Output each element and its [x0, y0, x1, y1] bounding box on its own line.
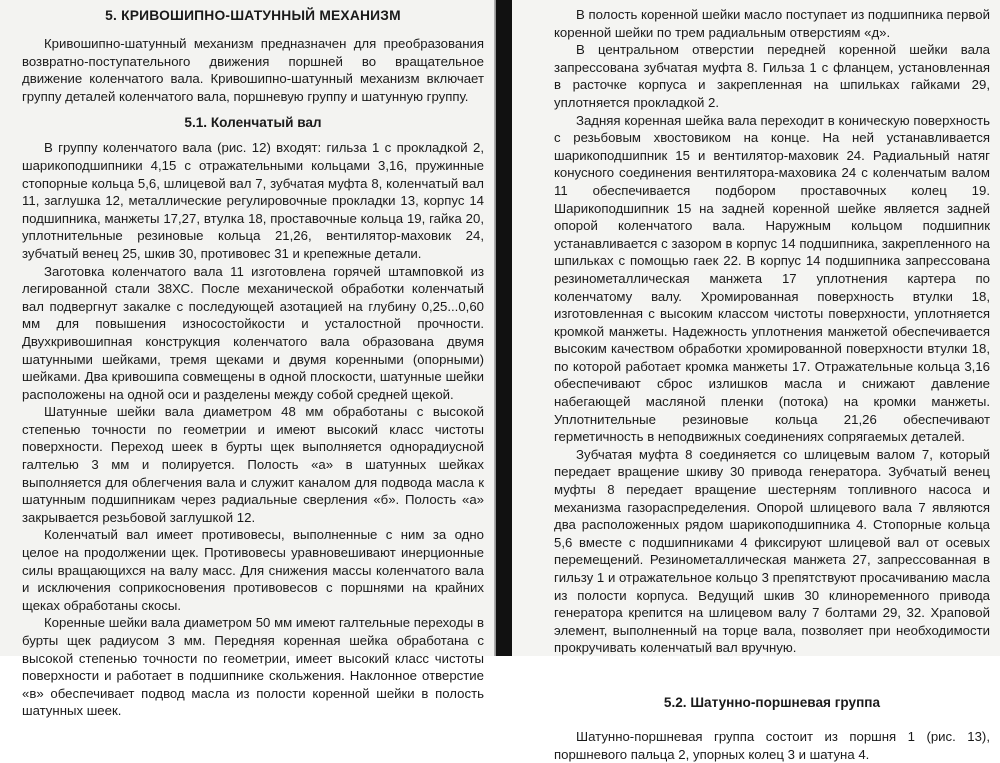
- paragraph: Коленчатый вал имеет противовесы, выполненные с ним за одно целое на продолжении щек. Противовесы уравновешивают инерционные силы вращающихся на валу масс. Для снижения массы коленчатого вала и исключения соприкосновения противовесов с поршнями на крайних щеках обработаны скосы.: [22, 527, 484, 613]
- left-page: [0, 0, 496, 719]
- section-title-5-2: 5.2. Шатунно-поршневая группа: [663, 694, 881, 710]
- intro-paragraph: Кривошипно-шатунный механизм предназначен для преобразования возвратно-поступательного движения поршней во вращательное движение коленчатого вала. Кривошипно-шатунный механизм включает группу деталей коленчатого вала, поршневую группу и шатунную группу.: [22, 36, 484, 104]
- paragraph: В полость коренной шейки масло поступает из подшипника первой коренной шейки по трем радиальным отверстиям «д».: [554, 7, 990, 40]
- paragraph: Зубчатая муфта 8 соединяется со шлицевым валом 7, который передает вращение шкиву 30 привода генератора. Зубчатый венец муфты 8 передает вращение шестерням топливного насоса и механизма газораспределения. Опорой шлицевого вала 7 являются два расположенных рядом шарикоподшипника 4. Стопорные кольца 5,6 вместе с подшипниками 4 фиксируют шлицевой вал от осевых перемещений. Резинометаллическая манжета 27, запрессованная в гильзу 1 и отражательное кольцо 3 препятствуют просачиванию масла из полости корпуса. Ведущий шкив 30 клиноременного привода генератора крепится на шлицевом валу 7 болтами 29, 32. Храповой элемент, выполненный на торце вала, позволяет при необходимости прокручивать коленчатый вал вручную.: [554, 446, 990, 656]
- paragraph: Шатунно-поршневая группа состоит из поршня 1 (рис. 13), поршневого пальца 2, упорных колец 3 и шатуна 4.: [554, 728, 990, 762]
- right-page: [512, 0, 1000, 762]
- paragraph: В группу коленчатого вала (рис. 12) входят: гильза 1 с прокладкой 2, шарикоподшипники 4,15 с отражательными кольцами 3,16, пружинные стопорные кольца 5,6, шлицевой вал 7, зубчатая муфта 8, коленчатый вал 11, заглушка 12, металлические регулировочные прокладки 13, корпус 14 подшипника, манжеты 17,27, втулка 18, проставочные кольца 19, гайка 20, уплотнительные резиновые кольца 21,26, вентилятор-маховик 24, зубчатый венец 25, шкив 30, противовес 31 и крепежные детали.: [22, 140, 484, 261]
- book-spine: [496, 0, 512, 656]
- paragraph: Коренные шейки вала диаметром 50 мм имеют галтельные переходы в бурты щек радиусом 3 мм. Передняя коренная шейка обработана с высокой степенью точности по геометрии, имеет высокий класс чистоты поверхности и работает в подшипнике скольжения. Наклонное отверстие «в» обеспечивает подвод масла из полости коренной шейки в полость шатунных шеек.: [22, 615, 484, 719]
- paragraph: Заготовка коленчатого вала 11 изготовлена горячей штамповкой из легированной стали 38ХС. После механической обработки коленчатый вал подвергнут закалке с последующей азотацией на глубину 0,25...0,60 мм для повышения износостойкости и усталостной прочности. Двухкривошипная конструкция коленчатого вала образована двумя шатунными шейками, тремя щеками и двумя коренными (опорными) шейками. Два кривошипа совмещены в одной плоскости, шатунные шейки расположены на одной оси и разделены между собой средней щекой.: [22, 263, 484, 402]
- paragraph: Задняя коренная шейка вала переходит в коническую поверхность с резьбовым хвостовиком на конце. На ней устанавливается шарикоподшипник 15 и вентилятор-маховик 24. Радиальный натяг конусного соединения вентилятора-маховика 24 с коленчатым валом 11 обеспечивается подбором проставочных колец 19. Шарикоподшипник 15 на задней коренной шейке является задней опорой коленчатого вала. Наружным кольцом подшипник устанавливается с зазором в корпус 14 подшипника, закрепленного на шпильках с помощью гаек 22. В корпус 14 подшипника запрессована резинометаллическая манжета 17 уплотнения картера по коленчатому валу. Хромированная поверхность втулки 18, изготовленная с высоким классом чистоты поверхности, уплотняется кромкой манжеты. Надежность уплотнения манжетой обеспечивается высоким качеством обработки хромированной поверхности втулки 18, по которой работает кромка манжеты 17. Отражательные кольца 3,16 обеспечивают сброс излишков масла и снижают давление набегающей масляной пленки (потока) на кромки манжеты. Уплотнительные резиновые кольца 21,26 обеспечивают герметичность в неподвижных соединениях сопрягаемых деталей.: [554, 112, 990, 445]
- paragraph: В центральном отверстии передней коренной шейки вала запрессована зубчатая муфта 8. Гильза 1 с фланцем, установленная в расточке корпуса и закрепленная на шпильках гайками 29, уплотняется прокладкой 2.: [554, 42, 990, 110]
- chapter-title: 5. КРИВОШИПНО-ШАТУННЫЙ МЕХАНИЗМ: [105, 8, 401, 23]
- section-title-5-1: 5.1. Коленчатый вал: [184, 115, 322, 131]
- paragraph: Шатунные шейки вала диаметром 48 мм обработаны с высокой степенью точности по геометрии и имеют высокий класс чистоты поверхности. Переход шеек в бурты щек выполняется однорадиусной галтелью 3 мм и полируется. Полость «а» в шатунных шейках выполняется для облегчения вала и служит каналом для подвода масла к шатунным подшипникам через радиальные сверления «б». Полость «а» закрывается резьбовой заглушкой 12.: [22, 404, 484, 525]
